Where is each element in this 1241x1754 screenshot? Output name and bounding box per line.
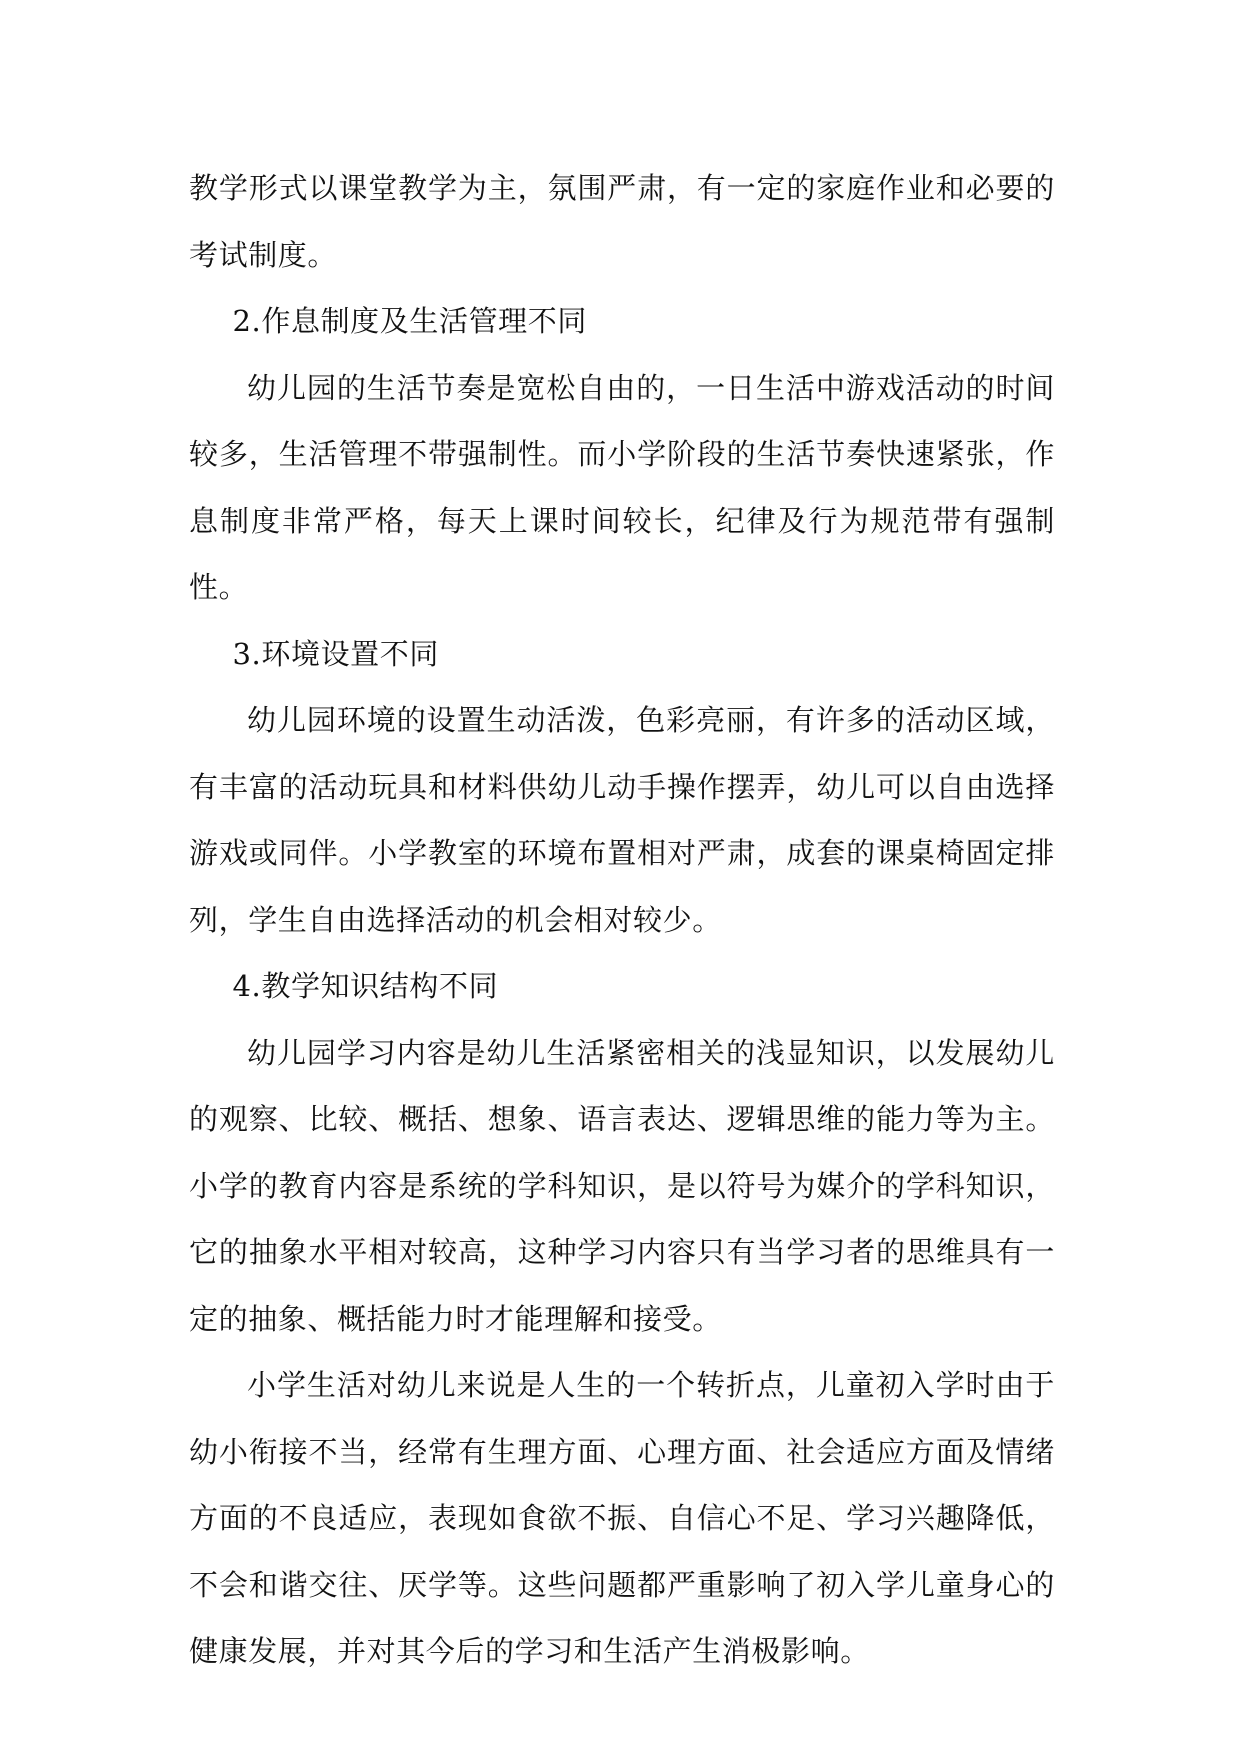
paragraph-schedule: 幼儿园的生活节奏是宽松自由的，一日生活中游戏活动的时间较多，生活管理不带强制性。而小学阶段的生活节奏快速紧张，作息制度非常严格，每天上课时间较长，纪律及行为规范带有强制性。	[189, 370, 1055, 604]
paragraph-conclusion: 小学生活对幼儿来说是人生的一个转折点，儿童初入学时由于幼小衔接不当，经常有生理方面、心理方面、社会适应方面及情绪方面的不良适应，表现如食欲不振、自信心不足、学习兴趣降低，不会和谐交往、厌学等。这些问题都严重影响了初入学儿童身心的健康发展，并对其今后的学习和生活产生消极影响。	[189, 1368, 1055, 1668]
section-heading-knowledge: 4.教学知识结构不同	[232, 969, 499, 1003]
paragraph-continued: 教学形式以课堂教学为主，氛围严肃，有一定的家庭作业和必要的考试制度。	[189, 171, 1055, 272]
document-body	[189, 155, 1055, 1685]
paragraph-knowledge: 幼儿园学习内容是幼儿生活紧密相关的浅显知识，以发展幼儿的观察、比较、概括、想象、语言表达、逻辑思维的能力等为主。小学的教育内容是系统的学科知识，是以符号为媒介的学科知识，它的抽象水平相对较高，这种学习内容只有当学习者的思维具有一定的抽象、概括能力时才能理解和接受。	[189, 1035, 1055, 1336]
paragraph-environment: 幼儿园环境的设置生动活泼，色彩亮丽，有许多的活动区域，有丰富的活动玩具和材料供幼儿动手操作摆弄，幼儿可以自由选择游戏或同伴。小学教室的环境布置相对严肃，成套的课桌椅固定排列，学生自由选择活动的机会相对较少。	[189, 703, 1055, 937]
section-heading-schedule: 2.作息制度及生活管理不同	[232, 304, 587, 338]
section-heading-environment: 3.环境设置不同	[232, 636, 439, 671]
